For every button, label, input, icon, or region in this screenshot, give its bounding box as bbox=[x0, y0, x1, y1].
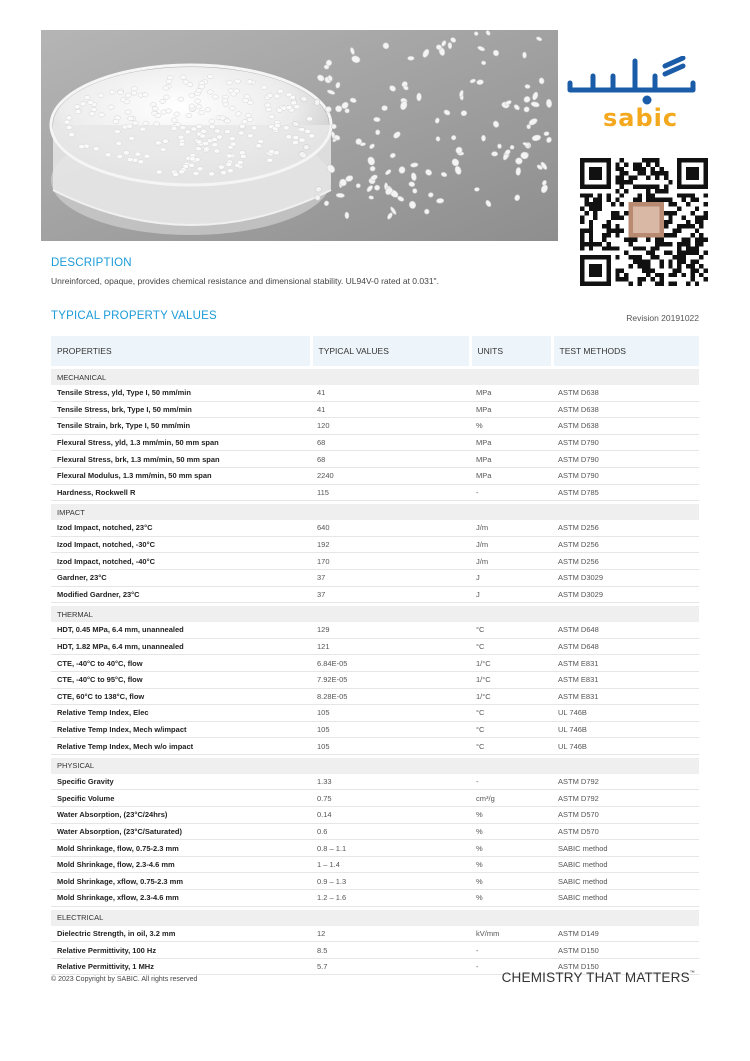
table-row bbox=[51, 790, 699, 807]
unit: °C bbox=[470, 638, 552, 655]
property-name: CTE, -40°C to 40°C, flow bbox=[51, 655, 311, 672]
typical-value: 129 bbox=[311, 622, 470, 638]
typical-value: 1.2 – 1.6 bbox=[311, 890, 470, 907]
table-row bbox=[51, 873, 699, 890]
property-name: Relative Temp Index, Mech w/o impact bbox=[51, 738, 311, 755]
property-name: Tensile Stress, brk, Type I, 50 mm/min bbox=[51, 401, 311, 418]
group-label: MECHANICAL bbox=[51, 369, 699, 385]
typical-value: 640 bbox=[311, 520, 470, 536]
table-row bbox=[51, 536, 699, 553]
property-name: Mold Shrinkage, xflow, 2.3-4.6 mm bbox=[51, 890, 311, 907]
property-name: Specific Volume bbox=[51, 790, 311, 807]
property-name: Hardness, Rockwell R bbox=[51, 484, 311, 501]
unit: °C bbox=[470, 738, 552, 755]
test-method: SABIC method bbox=[552, 890, 699, 907]
table-row bbox=[51, 942, 699, 959]
table-row bbox=[51, 856, 699, 873]
header-properties: PROPERTIES bbox=[51, 336, 311, 366]
property-name: Relative Temp Index, Elec bbox=[51, 705, 311, 722]
group-row-electrical bbox=[51, 910, 699, 926]
group-row-mechanical bbox=[51, 369, 699, 385]
typical-value: 1 – 1.4 bbox=[311, 856, 470, 873]
unit: J bbox=[470, 569, 552, 586]
property-name: Water Absorption, (23°C/24hrs) bbox=[51, 807, 311, 824]
table-row bbox=[51, 434, 699, 451]
group-row-thermal bbox=[51, 606, 699, 622]
test-method: ASTM D785 bbox=[552, 484, 699, 501]
typical-value: 105 bbox=[311, 721, 470, 738]
typical-value: 8.5 bbox=[311, 942, 470, 959]
table-header-row bbox=[51, 336, 699, 366]
test-method: ASTM D149 bbox=[552, 926, 699, 942]
header-typical-values: TYPICAL VALUES bbox=[311, 336, 470, 366]
property-name: Relative Temp Index, Mech w/impact bbox=[51, 721, 311, 738]
typical-value: 120 bbox=[311, 418, 470, 435]
property-name: Flexural Modulus, 1.3 mm/min, 50 mm span bbox=[51, 467, 311, 484]
property-name: Izod Impact, notched, 23°C bbox=[51, 520, 311, 536]
property-name: HDT, 1.82 MPa, 6.4 mm, unannealed bbox=[51, 638, 311, 655]
typical-value: 0.75 bbox=[311, 790, 470, 807]
property-name: Izod Impact, notched, -40°C bbox=[51, 553, 311, 570]
unit: kV/mm bbox=[470, 926, 552, 942]
typical-value: 115 bbox=[311, 484, 470, 501]
tagline bbox=[502, 970, 695, 985]
typical-value: 68 bbox=[311, 434, 470, 451]
unit: MPa bbox=[470, 385, 552, 401]
table-row bbox=[51, 655, 699, 672]
unit: J/m bbox=[470, 553, 552, 570]
unit: - bbox=[470, 942, 552, 959]
table-row bbox=[51, 385, 699, 401]
unit: MPa bbox=[470, 451, 552, 468]
test-method: ASTM D648 bbox=[552, 622, 699, 638]
unit: MPa bbox=[470, 401, 552, 418]
tagline-text: CHEMISTRY THAT MATTERS bbox=[501, 970, 690, 985]
table-row bbox=[51, 807, 699, 824]
latin-wordmark: sabic bbox=[603, 104, 679, 132]
table-row bbox=[51, 823, 699, 840]
test-method: ASTM D792 bbox=[552, 774, 699, 790]
typical-value: 5.7 bbox=[311, 958, 470, 975]
typical-value: 68 bbox=[311, 451, 470, 468]
typical-value: 0.9 – 1.3 bbox=[311, 873, 470, 890]
unit: °C bbox=[470, 721, 552, 738]
typical-value: 105 bbox=[311, 705, 470, 722]
revision-label: Revision 20191022 bbox=[626, 313, 699, 323]
property-name: Relative Permittivity, 1 MHz bbox=[51, 958, 311, 975]
test-method: ASTM D638 bbox=[552, 385, 699, 401]
typical-value: 7.92E-05 bbox=[311, 671, 470, 688]
property-name: Tensile Strain, brk, Type I, 50 mm/min bbox=[51, 418, 311, 435]
pellets-image bbox=[41, 30, 558, 241]
test-method: SABIC method bbox=[552, 856, 699, 873]
unit: % bbox=[470, 807, 552, 824]
unit: 1/°C bbox=[470, 671, 552, 688]
typical-value: 41 bbox=[311, 401, 470, 418]
typical-value: 37 bbox=[311, 586, 470, 603]
test-method: ASTM D638 bbox=[552, 401, 699, 418]
table-row bbox=[51, 926, 699, 942]
unit: % bbox=[470, 840, 552, 857]
unit: - bbox=[470, 484, 552, 501]
test-method: ASTM D790 bbox=[552, 434, 699, 451]
unit: - bbox=[470, 958, 552, 975]
arabic-wordmark bbox=[570, 58, 693, 102]
table-row bbox=[51, 586, 699, 603]
test-method: ASTM D150 bbox=[552, 942, 699, 959]
table-row bbox=[51, 401, 699, 418]
test-method: ASTM E831 bbox=[552, 671, 699, 688]
group-label: THERMAL bbox=[51, 606, 699, 622]
typical-value: 41 bbox=[311, 385, 470, 401]
property-name: Mold Shrinkage, flow, 0.75-2.3 mm bbox=[51, 840, 311, 857]
unit: MPa bbox=[470, 434, 552, 451]
typical-value: 192 bbox=[311, 536, 470, 553]
qr-code[interactable] bbox=[580, 158, 708, 286]
table-row bbox=[51, 738, 699, 755]
test-method: ASTM D570 bbox=[552, 823, 699, 840]
table-row bbox=[51, 890, 699, 907]
test-method: ASTM D638 bbox=[552, 418, 699, 435]
test-method: ASTM D256 bbox=[552, 553, 699, 570]
trademark-mark: ™ bbox=[689, 970, 695, 976]
property-name: CTE, 60°C to 138°C, flow bbox=[51, 688, 311, 705]
copyright-text: © 2023 Copyright by SABIC. All rights reserved bbox=[51, 976, 198, 983]
test-method: ASTM E831 bbox=[552, 655, 699, 672]
properties-table bbox=[51, 336, 699, 975]
group-label: PHYSICAL bbox=[51, 758, 699, 774]
test-method: ASTM D570 bbox=[552, 807, 699, 824]
unit: % bbox=[470, 856, 552, 873]
table-row bbox=[51, 553, 699, 570]
header-test-methods: TEST METHODS bbox=[552, 336, 699, 366]
property-name: Mold Shrinkage, flow, 2.3-4.6 mm bbox=[51, 856, 311, 873]
test-method: ASTM D150 bbox=[552, 958, 699, 975]
test-method: ASTM D3029 bbox=[552, 586, 699, 603]
table-row bbox=[51, 688, 699, 705]
header-units: UNITS bbox=[470, 336, 552, 366]
test-method: SABIC method bbox=[552, 873, 699, 890]
test-method: ASTM D3029 bbox=[552, 569, 699, 586]
table-row bbox=[51, 451, 699, 468]
unit: J bbox=[470, 586, 552, 603]
typical-value: 0.14 bbox=[311, 807, 470, 824]
unit: cm³/g bbox=[470, 790, 552, 807]
property-name: Dielectric Strength, in oil, 3.2 mm bbox=[51, 926, 311, 942]
test-method: ASTM D790 bbox=[552, 467, 699, 484]
property-name: Relative Permittivity, 100 Hz bbox=[51, 942, 311, 959]
table-row bbox=[51, 622, 699, 638]
unit: J/m bbox=[470, 520, 552, 536]
typical-value: 12 bbox=[311, 926, 470, 942]
unit: % bbox=[470, 418, 552, 435]
description-text: Unreinforced, opaque, provides chemical resistance and dimensional stability. UL94V-0 rated at 0.031". bbox=[51, 276, 439, 286]
test-method: ASTM D256 bbox=[552, 520, 699, 536]
typical-value: 121 bbox=[311, 638, 470, 655]
test-method: UL 746B bbox=[552, 738, 699, 755]
unit: J/m bbox=[470, 536, 552, 553]
table-row bbox=[51, 484, 699, 501]
table-row bbox=[51, 467, 699, 484]
typical-value: 105 bbox=[311, 738, 470, 755]
test-method: ASTM D792 bbox=[552, 790, 699, 807]
property-name: HDT, 0.45 MPa, 6.4 mm, unannealed bbox=[51, 622, 311, 638]
unit: % bbox=[470, 890, 552, 907]
property-name: Tensile Stress, yld, Type I, 50 mm/min bbox=[51, 385, 311, 401]
table-row bbox=[51, 638, 699, 655]
description-title: DESCRIPTION bbox=[51, 257, 132, 269]
table-row bbox=[51, 840, 699, 857]
property-name: Specific Gravity bbox=[51, 774, 311, 790]
typical-value: 170 bbox=[311, 553, 470, 570]
test-method: UL 746B bbox=[552, 721, 699, 738]
property-name: Izod Impact, notched, -30°C bbox=[51, 536, 311, 553]
table-row bbox=[51, 774, 699, 790]
property-name: Flexural Stress, brk, 1.3 mm/min, 50 mm span bbox=[51, 451, 311, 468]
typical-value: 8.28E-05 bbox=[311, 688, 470, 705]
property-name: Mold Shrinkage, xflow, 0.75-2.3 mm bbox=[51, 873, 311, 890]
table-row bbox=[51, 721, 699, 738]
property-name: Flexural Stress, yld, 1.3 mm/min, 50 mm span bbox=[51, 434, 311, 451]
unit: - bbox=[470, 774, 552, 790]
group-label: IMPACT bbox=[51, 504, 699, 520]
property-name: Gardner, 23°C bbox=[51, 569, 311, 586]
group-row-impact bbox=[51, 504, 699, 520]
typical-property-values-title: TYPICAL PROPERTY VALUES bbox=[51, 310, 217, 322]
test-method: SABIC method bbox=[552, 840, 699, 857]
group-row-physical bbox=[51, 758, 699, 774]
typical-value: 0.6 bbox=[311, 823, 470, 840]
test-method: UL 746B bbox=[552, 705, 699, 722]
property-name: Water Absorption, (23°C/Saturated) bbox=[51, 823, 311, 840]
unit: 1/°C bbox=[470, 655, 552, 672]
table-row bbox=[51, 671, 699, 688]
typical-value: 0.8 – 1.1 bbox=[311, 840, 470, 857]
table-row bbox=[51, 520, 699, 536]
product-photo bbox=[41, 30, 558, 241]
table-row bbox=[51, 569, 699, 586]
typical-value: 37 bbox=[311, 569, 470, 586]
unit: MPa bbox=[470, 467, 552, 484]
unit: °C bbox=[470, 622, 552, 638]
test-method: ASTM E831 bbox=[552, 688, 699, 705]
unit: % bbox=[470, 823, 552, 840]
group-label: ELECTRICAL bbox=[51, 910, 699, 926]
test-method: ASTM D256 bbox=[552, 536, 699, 553]
typical-value: 2240 bbox=[311, 467, 470, 484]
unit: °C bbox=[470, 705, 552, 722]
unit: % bbox=[470, 873, 552, 890]
table-row bbox=[51, 418, 699, 435]
typical-value: 1.33 bbox=[311, 774, 470, 790]
property-name: Modified Gardner, 23°C bbox=[51, 586, 311, 603]
unit: 1/°C bbox=[470, 688, 552, 705]
typical-value: 6.84E-05 bbox=[311, 655, 470, 672]
test-method: ASTM D790 bbox=[552, 451, 699, 468]
property-name: CTE, -40°C to 95°C, flow bbox=[51, 671, 311, 688]
test-method: ASTM D648 bbox=[552, 638, 699, 655]
table-row bbox=[51, 705, 699, 722]
sabic-logo bbox=[565, 56, 700, 132]
